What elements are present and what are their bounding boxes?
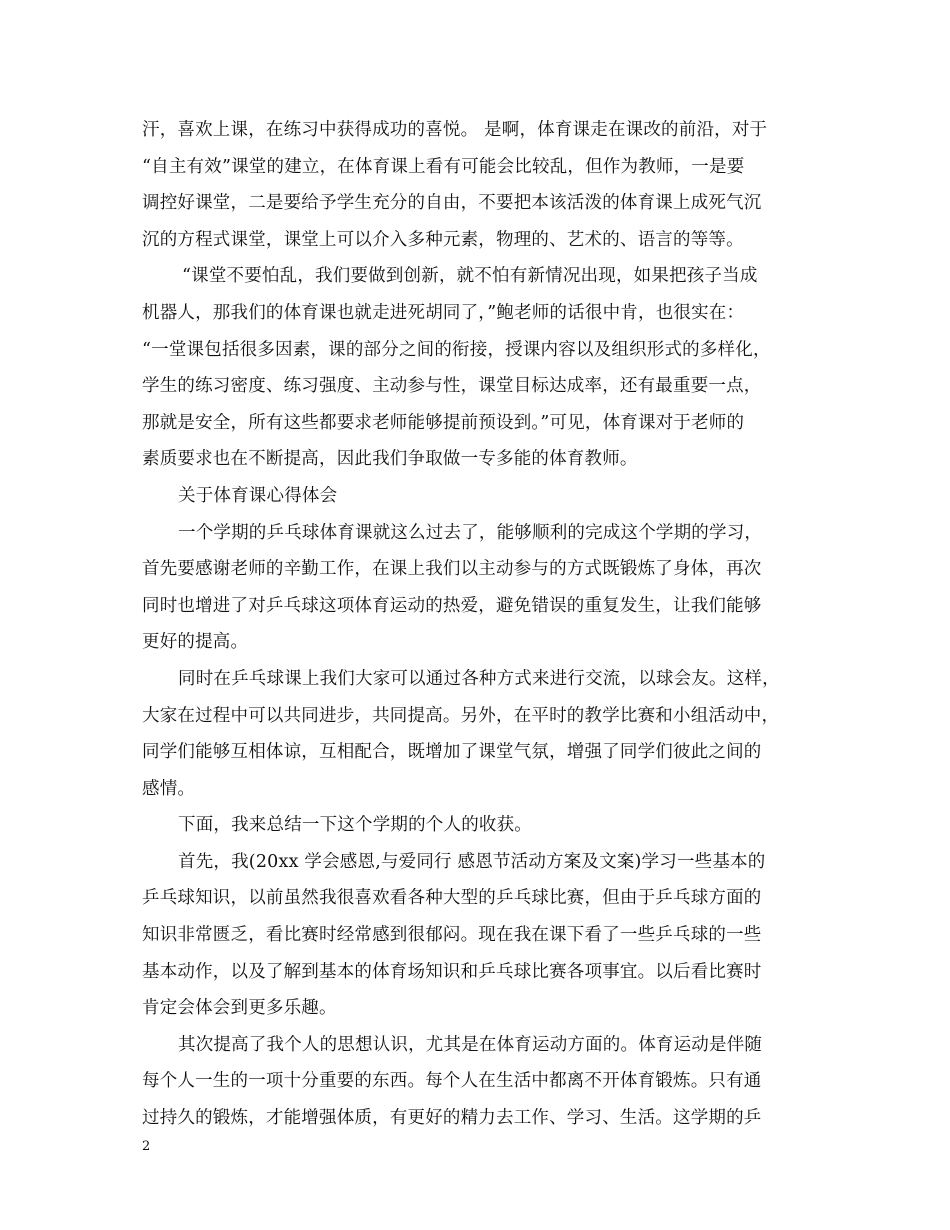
text-line: 机器人，那我们的体育课也就走进死胡同了，”鲍老师的话很中肯，也很实在： xyxy=(142,302,745,323)
text-line: 肯定会体会到更多乐趣。 xyxy=(142,998,337,1019)
text-line: 那就是安全，所有这些都要求老师能够提前预设到。”可见，体育课对于老师的 xyxy=(142,412,745,433)
text-line: 大家在过程中可以共同进步，共同提高。另外，在平时的教学比赛和小组活动中， xyxy=(142,705,780,726)
text-line: 学生的练习密度、练习强度、主动参与性，课堂目标达成率，还有最重要一点， xyxy=(142,376,762,397)
text-line: 同时也增进了对乒乓球这项体育运动的热爱，避免错误的重复发生，让我们能够 xyxy=(142,595,762,616)
text-line: 沉的方程式课堂，课堂上可以介入多种元素，物理的、艺术的、语言的等等。 xyxy=(142,229,744,250)
text-line: “一堂课包括很多因素，课的部分之间的衔接，授课内容以及组织形式的多样化， xyxy=(142,339,771,360)
text-line: 素质要求也在不断提高，因此我们争取做一专多能的体育教师。 xyxy=(142,449,638,470)
paragraph-first-line: 其次提高了我个人的思想认识，尤其是在体育运动方面的。体育运动是伴随 xyxy=(178,1034,763,1055)
paragraph-first-line: 下面，我来总结一下这个学期的个人的收获。 xyxy=(178,815,532,836)
document-body xyxy=(142,112,814,1137)
text-line: 更好的提高。 xyxy=(142,632,249,653)
text-line: 首先要感谢老师的辛勤工作，在课上我们以主动参与的方式既锻炼了身体，再次 xyxy=(142,559,762,580)
text-line: 感情。 xyxy=(142,778,196,799)
text-line: 基本动作，以及了解到基本的体育场知识和乒乓球比赛各项事宜。以后看比赛时 xyxy=(142,961,762,982)
paragraph-first-line: 首先，我(20xx 学会感恩,与爱同行 感恩节活动方案及文案)学习一些基本的 xyxy=(178,851,766,872)
text-line: 每个人一生的一项十分重要的东西。每个人在生活中都离不开体育锻炼。只有通 xyxy=(142,1071,762,1092)
text-line: 过持久的锻炼，才能增强体质，有更好的精力去工作、学习、生活。这学期的乒 xyxy=(142,1108,762,1129)
text-line: 同学们能够互相体谅，互相配合，既增加了课堂气氛，增强了同学们彼此之间的 xyxy=(142,742,762,763)
paragraph-first-line: 一个学期的乒乓球体育课就这么过去了，能够顺利的完成这个学期的学习， xyxy=(178,522,763,543)
text-line: 知识非常匮乏，看比赛时经常感到很郁闷。现在我在课下看了一些乒乓球的一些 xyxy=(142,925,762,946)
paragraph-first-line: 同时在乒乓球课上我们大家可以通过各种方式来进行交流，以球会友。这样， xyxy=(178,668,780,689)
text-line: 调控好课堂，二是要给予学生充分的自由，不要把本该活泼的体育课上成死气沉 xyxy=(142,193,762,214)
paragraph-first-line: “课堂不要怕乱，我们要做到创新，就不怕有新情况出现，如果把孩子当成 xyxy=(182,266,758,287)
section-heading: 关于体育课心得体会 xyxy=(178,485,338,506)
text-line: “自主有效”课堂的建立，在体育课上看有可能会比较乱，但作为教师，一是要 xyxy=(142,156,745,177)
text-line: 乒乓球知识，以前虽然我很喜欢看各种大型的乒乓球比赛，但由于乒乓球方面的 xyxy=(142,888,762,909)
text-line: 汗，喜欢上课，在练习中获得成功的喜悦。 是啊，体育课走在课改的前沿，对于 xyxy=(142,120,768,140)
page-number: 2 xyxy=(142,1139,151,1154)
